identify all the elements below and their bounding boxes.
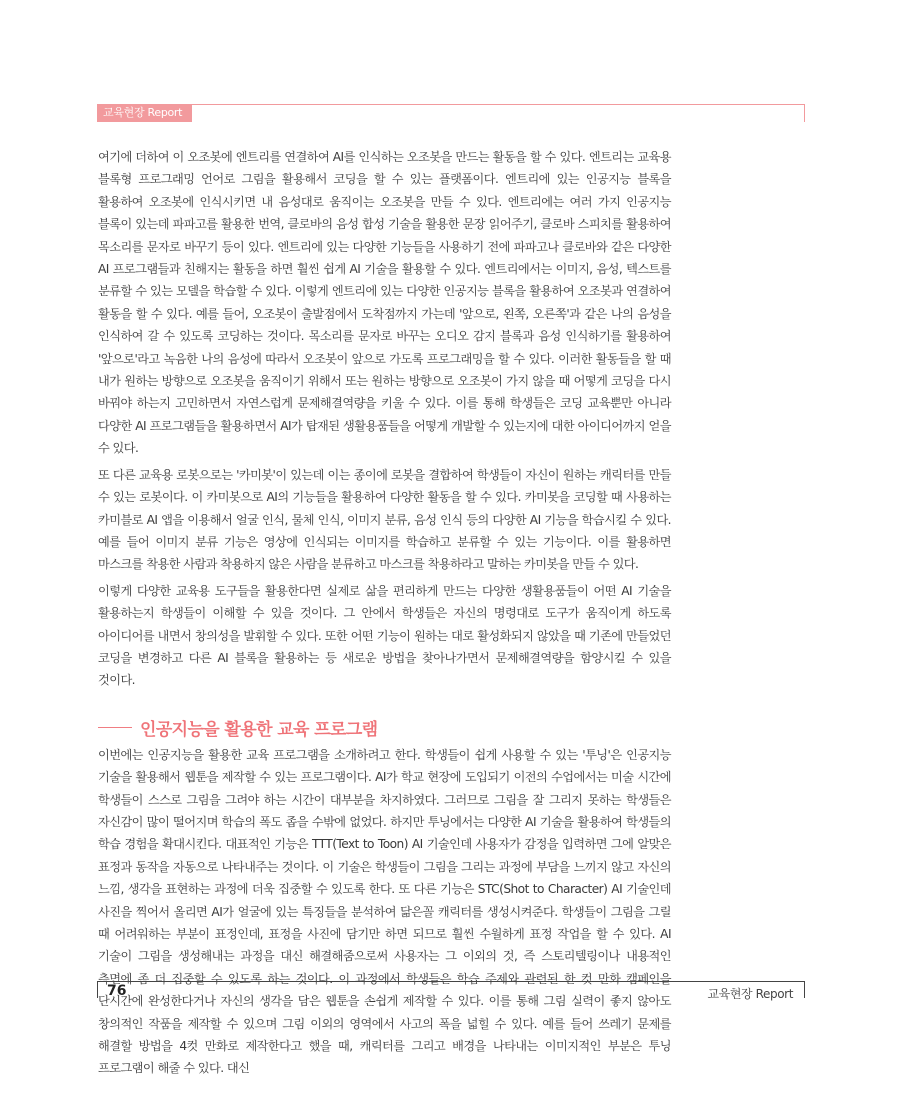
section-title: 인공지능을 활용한 교육 프로그램 xyxy=(140,720,378,741)
footer-right-tick xyxy=(804,981,805,998)
page-number: 76 xyxy=(107,983,127,999)
section-heading-line xyxy=(98,727,132,728)
footer-publication-label: 교육현장 Report xyxy=(707,987,793,1001)
paragraph-kamibot: 또 다른 교육용 로봇으로는 '카미봇'이 있는데 이는 종이에 로봇을 결합하여 학생들이 자신이 원하는 캐릭터를 만들 수 있는 로봇이다. 이 카미봇으로 AI의 기능들을 활용하여 다양한 활동을 할 수 있다. 카미봇을 코딩할 때 사용하는 카미블로 AI 앱을 이용해서 얼굴 인식, 물체 인식, 이미지 분류, 음성 인식 등의 다양한 AI 기능을 학습시킬 수 있다. 예를 들어 이미지 분류 기능은 영상에 인식되는 이미지를 학습하고 분류할 수 있는 기능이다. 이를 활용하면 마스크를 착용한 사람과 착용하지 않은 사람을 분류하고 마스크를 착용하라고 말하는 카미봇을 만들 수 있다. xyxy=(98,467,671,572)
article-body xyxy=(98,146,671,1080)
header-section-tag: 교육현장 Report xyxy=(97,104,192,122)
footer-left-tick xyxy=(97,981,98,998)
paragraph-tooning: 이번에는 인공지능을 활용한 교육 프로그램을 소개하려고 한다. 학생들이 쉽게 사용할 수 있는 '투닝'은 인공지능 기술을 활용해서 웹툰을 제작할 수 있는 프로그램이다. AI가 학교 현장에 도입되기 이전의 수업에서는 미술 시간에 학생들이 스스로 그림을 그려야 하는 시간이 대부분을 차지하였다. 그러므로 그림을 잘 그리지 못하는 학생들은 자신감이 많이 떨어지며 학습의 폭도 좁을 수밖에 없었다. 하지만 투닝에서는 다양한 AI 기술을 활용하여 학생들의 학습 경험을 확대시킨다. 대표적인 기능은 TTT(Text to Toon) AI 기술인데 사용자가 감정을 입력하면 그에 알맞은 표정과 동작을 자동으로 나타내주는 것이다. 이 기술은 학생들이 그림을 그리는 과정에 부담을 느끼지 않고 자신의 느낌, 생각을 표현하는 과정에 더욱 집중할 수 있도록 한다. 또 다른 기능은 STC(Shot to Character) AI 기술인데 사진을 찍어서 올리면 AI가 얼굴에 있는 특징들을 분석하여 닮은꼴 캐릭터를 생성시켜준다. 학생들이 그림을 그릴 때 어려워하는 부분이 표정인데, 표정을 사진에 담기만 하면 되므로 훨씬 수월하게 표정 작업을 할 수 있다. AI 기술이 그림을 생성해내는 과정을 대신 해결해줌으로써 사용자는 그 이외의 것, 즉 스토리텔링이나 내용적인 측면에 좀 더 집중할 수 있도록 하는 것이다. 이 과정에서 학생들은 학습 주제와 관련된 한 컷 만화 캠페인을 단시간에 완성한다거나 자신의 생각을 담은 웹툰을 손쉽게 제작할 수 있다. 이를 통해 그림 실력이 좋지 않아도 창의적인 작품을 제작할 수 있으며 그림 이외의 영역에서 사고의 폭을 넓힐 수 있다. 예를 들어 쓰레기 문제를 해결할 방법을 4컷 만화로 제작한다고 했을 때, 캐릭터를 그리고 배경을 나타내는 이미지적인 부분은 투닝 프로그램이 해줄 수 있다. 대신 xyxy=(98,747,671,1076)
footer-rule xyxy=(97,981,805,999)
header-rule xyxy=(192,104,805,122)
paragraph-ozobot-entry: 여기에 더하여 이 오조봇에 엔트리를 연결하여 AI를 인식하는 오조봇을 만드는 활동을 할 수 있다. 엔트리는 교육용 블록형 프로그래밍 언어로 그림을 활용해서 코딩을 할 수 있는 플랫폼이다. 엔트리에 있는 인공지능 블록을 활용하여 오조봇에 인식시키면 내 음성대로 움직이는 오조봇을 만들 수 있다. 엔트리에는 여러 가지 인공지능 블록이 있는데 파파고를 활용한 번역, 클로바의 음성 합성 기술을 활용한 문장 읽어주기, 클로바 스피치를 활용하여 목소리를 문자로 바꾸기 등이 있다. 엔트리에 있는 다양한 기능들을 사용하기 전에 파파고나 클로바와 같은 다양한 AI 프로그램들과 친해지는 활동을 하면 훨씬 쉽게 AI 기술을 활용할 수 있다. 엔트리에서는 이미지, 음성, 텍스트를 분류할 수 있는 모델을 학습할 수 있다. 이렇게 엔트리에 있는 다양한 인공지능 블록을 활용하여 오조봇과 연결하여 활동을 할 수 있다. 예를 들어, 오조봇이 출발점에서 도착점까지 가는데 '앞으로, 왼쪽, 오른쪽'과 같은 나의 음성을 인식하여 갈 수 있도록 코딩하는 것이다. 목소리를 문자로 바꾸는 오디오 감지 블록과 음성 인식하기를 활용하여 '앞으로'라고 녹음한 나의 음성에 따라서 오조봇이 앞으로 가도록 프로그래밍을 할 수 있다. 이러한 활동들을 할 때 내가 원하는 방향으로 오조봇을 움직이기 위해서 또는 원하는 방향으로 오조봇이 가지 않을 때 어떻게 코딩을 다시 바꿔야 하는지 고민하면서 자연스럽게 문제해결역량을 키울 수 있다. 이를 통해 학생들은 코딩 교육뿐만 아니라 다양한 AI 프로그램들을 활용하면서 AI가 탑재된 생활용품들을 어떻게 개발할 수 있는지에 대한 아이디어까지 얻을 수 있다. xyxy=(98,150,671,456)
section-heading xyxy=(98,714,671,742)
paragraph-summary: 이렇게 다양한 교육용 도구들을 활용한다면 실제로 삶을 편리하게 만드는 다양한 생활용품들이 어떤 AI 기술을 활용하는지 학생들이 이해할 수 있을 것이다. 그 안에서 학생들은 자신의 명령대로 도구가 움직이게 하도록 아이디어를 내면서 창의성을 발휘할 수 있다. 또한 어떤 기능이 원하는 대로 활성화되지 않았을 때 기존에 만들었던 코딩을 변경하고 다른 AI 블록을 활용하는 등 새로운 방법을 찾아나가면서 문제해결역량을 함양시킬 수 있을 것이다. xyxy=(98,583,671,688)
